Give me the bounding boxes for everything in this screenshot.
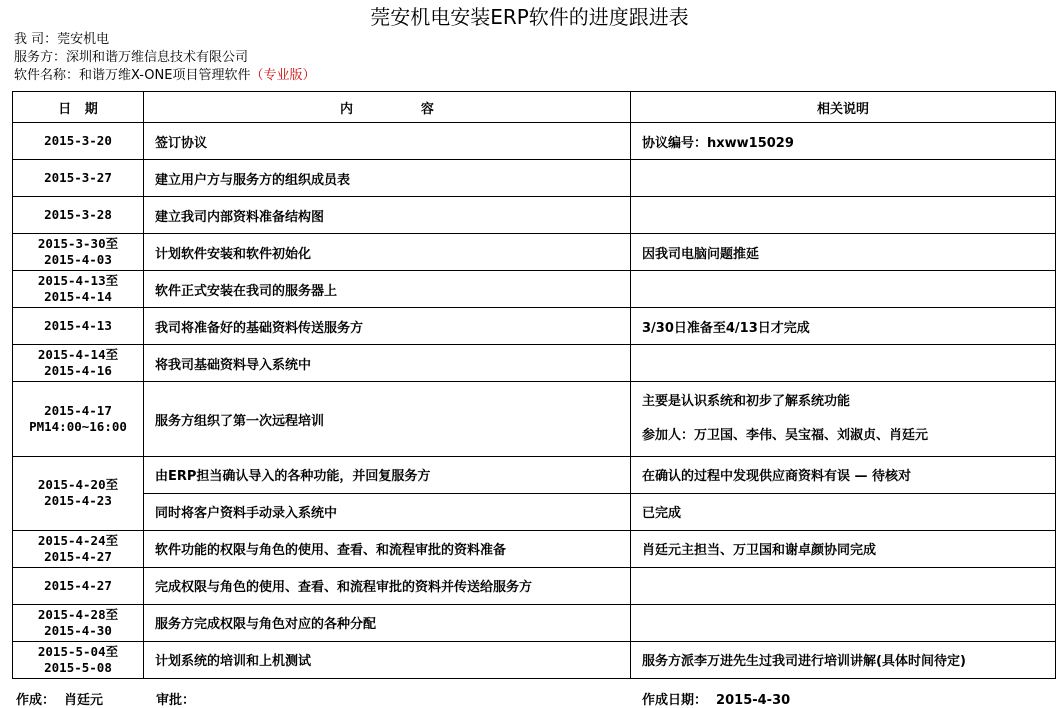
note-cell: 协议编号：hxww15029 (631, 123, 1056, 160)
table-row (13, 160, 1056, 197)
table-row (13, 271, 1056, 308)
table-header-row (13, 92, 1056, 123)
table-row (13, 308, 1056, 345)
table-row (13, 382, 1056, 456)
note-cell (631, 604, 1056, 641)
note-cell: 服务方派李万进先生过我司进行培训讲解(具体时间待定) (631, 641, 1056, 678)
date-line: 2015-4-16 (44, 363, 112, 379)
date-cell (13, 345, 144, 382)
footer-date: 作成日期： 2015-4-30 (642, 693, 791, 708)
content-cell: 我司将准备好的基础资料传送服务方 (144, 308, 631, 345)
footer-approval: 审批： (156, 693, 196, 708)
note-cell (631, 567, 1056, 604)
date-cell (13, 160, 144, 197)
note-cell (631, 345, 1056, 382)
note-cell (631, 197, 1056, 234)
note-cell (631, 160, 1056, 197)
date-line: 2015-4-17 (44, 403, 112, 418)
footer-author: 作成： 肖廷元 (16, 693, 104, 708)
date-line: 2015-5-04至 (37, 643, 119, 659)
date-cell (13, 530, 144, 567)
content-cell: 由ERP担当确认导入的各种功能，并回复服务方 (144, 456, 631, 493)
table-row (13, 567, 1056, 604)
date-line: 2015-3-30至 (37, 236, 119, 252)
note-cell: 在确认的过程中发现供应商资料有误 — 待核对 (631, 456, 1056, 493)
content-cell: 计划软件安装和软件初始化 (144, 234, 631, 271)
header-note: 相关说明 (631, 92, 1056, 123)
content-cell: 建立用户方与服务方的组织成员表 (144, 160, 631, 197)
table-row (13, 530, 1056, 567)
note-cell: 已完成 (631, 493, 1056, 530)
content-cell: 完成权限与角色的使用、查看、和流程审批的资料并传送给服务方 (144, 567, 631, 604)
date-line: 2015-4-14 (44, 289, 112, 305)
note-line: 主要是认识系统和初步了解系统功能 (642, 394, 851, 409)
date-cell (13, 456, 144, 530)
date-line: 2015-4-24至 (37, 532, 119, 548)
table-row (13, 456, 1056, 493)
date-cell (13, 308, 144, 345)
date-cell (13, 604, 144, 641)
date-cell (13, 271, 144, 308)
date-cell (13, 123, 144, 160)
content-cell: 软件正式安装在我司的服务器上 (144, 271, 631, 308)
content-cell: 软件功能的权限与角色的使用、查看、和流程审批的资料准备 (144, 530, 631, 567)
date-line: 2015-4-14至 (37, 347, 119, 363)
date-cell (13, 234, 144, 271)
date-line: 2015-4-03 (44, 252, 112, 268)
software-line (14, 67, 316, 84)
note-line: 参加人：万卫国、李伟、吴宝福、刘淑贞、肖廷元 (642, 428, 929, 443)
content-cell: 建立我司内部资料准备结构图 (144, 197, 631, 234)
table-row (13, 197, 1056, 234)
provider-line: 服务方：深圳和谐万维信息技术有限公司 (14, 50, 249, 65)
date-line: 2015-3-28 (44, 207, 112, 223)
note-cell (631, 382, 1056, 456)
schedule-table (12, 91, 1056, 679)
content-cell: 将我司基础资料导入系统中 (144, 345, 631, 382)
content-cell: 计划系统的培训和上机测试 (144, 641, 631, 678)
note-cell: 肖廷元主担当、万卫国和谢卓颜协同完成 (631, 530, 1056, 567)
date-line: 2015-4-13至 (37, 273, 119, 289)
date-line: 2015-4-20至 (37, 477, 119, 493)
table-row (13, 493, 1056, 530)
date-line: 2015-3-20 (44, 133, 112, 149)
page-title: 莞安机电安装ERP软件的进度跟进表 (370, 5, 689, 29)
table-row (13, 123, 1056, 160)
table-row (13, 641, 1056, 678)
company-line: 我 司：莞安机电 (14, 32, 110, 47)
header-content: 内 容 (144, 92, 631, 123)
date-cell (13, 567, 144, 604)
date-cell (13, 641, 144, 678)
note-cell: 因我司电脑问题推延 (631, 234, 1056, 271)
note-cell (631, 271, 1056, 308)
content-cell: 同时将客户资料手动录入系统中 (144, 493, 631, 530)
date-cell (13, 382, 144, 456)
table-row (13, 345, 1056, 382)
note-cell: 3/30日准备至4/13日才完成 (631, 308, 1056, 345)
content-cell: 服务方组织了第一次远程培训 (144, 382, 631, 456)
date-line: 2015-4-30 (44, 622, 112, 638)
content-cell: 服务方完成权限与角色对应的各种分配 (144, 604, 631, 641)
software-name: 软件名称：和谐万维X-ONE项目管理软件 (14, 68, 251, 83)
date-line: 2015-3-27 (44, 170, 112, 186)
table-row (13, 234, 1056, 271)
content-cell: 签订协议 (144, 123, 631, 160)
date-cell (13, 197, 144, 234)
date-line: 2015-4-27 (44, 577, 112, 593)
date-line: 2015-4-27 (44, 548, 112, 564)
software-edition: （专业版） (250, 68, 316, 83)
date-line: PM14:00~16:00 (29, 419, 127, 434)
date-line: 2015-4-28至 (37, 606, 119, 622)
date-line: 2015-4-13 (44, 318, 112, 334)
header-date: 日 期 (13, 92, 144, 123)
table-row (13, 604, 1056, 641)
date-line: 2015-4-23 (44, 493, 112, 509)
date-line: 2015-5-08 (44, 659, 112, 675)
